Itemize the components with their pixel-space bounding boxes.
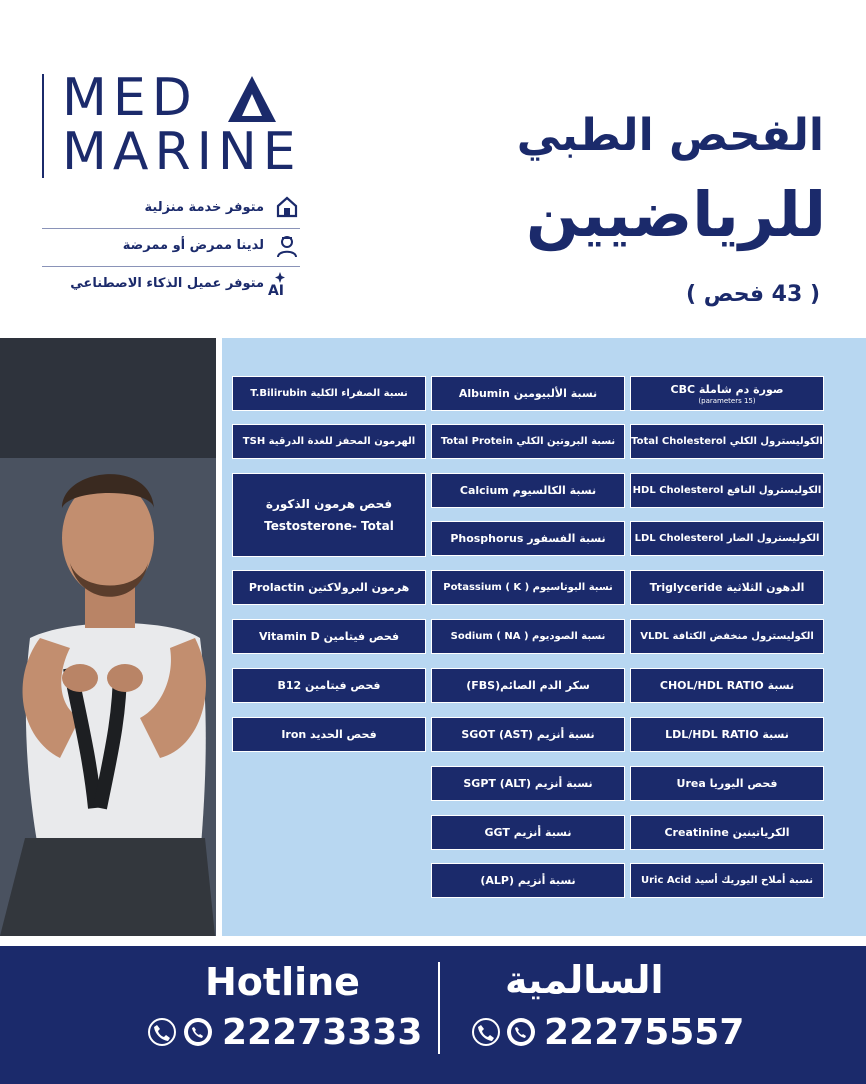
test-item: فحص اليوريا Urea — [630, 766, 824, 801]
test-item: الكوليسترول منخفض الكثافة VLDL — [630, 619, 824, 654]
logo-bar — [42, 74, 44, 178]
test-item: الدهون الثلاثية Triglyceride — [630, 570, 824, 605]
svg-text:AI: AI — [267, 282, 284, 299]
test-item: نسبة البروتين الكلي Total Protein — [431, 424, 625, 459]
test-label-en: Testosterone- Total — [264, 519, 394, 533]
test-item: الهرمون المحفز للغدة الدرقية TSH — [232, 424, 426, 459]
test-sublabel: (15 parameters) — [698, 396, 756, 405]
feature-ai — [42, 266, 300, 300]
whatsapp-icon — [507, 1018, 535, 1046]
feature-text: متوفر عميل الذكاء الاصطناعي — [70, 276, 264, 291]
test-item — [630, 376, 824, 411]
athlete-photo — [0, 338, 216, 936]
hotline-label: Hotline — [205, 960, 360, 1004]
phone-salmiya[interactable]: 22275557 — [544, 1012, 745, 1053]
test-item: سكر الدم الصائم(FBS) — [431, 668, 625, 703]
test-item: الكرياتينين Creatinine — [630, 815, 824, 850]
test-item: نسبة أنزيم (ALP) — [431, 863, 625, 898]
test-item: الكوليسترول النافع HDL Cholesterol — [630, 473, 824, 508]
test-item: هرمون البرولاكتين Prolactin — [232, 570, 426, 605]
phone-call-icon — [472, 1018, 500, 1046]
test-item: الكوليسترول الكلي Total Cholesterol — [630, 424, 824, 459]
feature-nurse — [42, 228, 300, 262]
test-item — [232, 473, 426, 557]
branch-name-salmiya: السالمية — [505, 958, 664, 1002]
test-item: نسبة الصوديوم ( Sodium ( NA — [431, 619, 625, 654]
feature-text: متوفر خدمة منزلية — [144, 199, 264, 215]
test-item: الكوليسترول الضار LDL Cholesterol — [630, 521, 824, 556]
test-count: ( 43 فحص ) — [686, 282, 820, 307]
test-item: نسبة أنزيم (SGPT (ALT — [431, 766, 625, 801]
test-label: فحص هرمون الذكورة — [265, 497, 393, 511]
contact-footer — [0, 946, 866, 1084]
test-label: صورة دم شاملة CBC — [670, 382, 784, 396]
nurse-icon — [274, 233, 300, 259]
test-item: نسبة الكالسيوم Calcium — [431, 473, 625, 508]
test-item: نسبة البوتاسيوم ( Potassium ( K — [431, 570, 625, 605]
page-title-line-1: الفحص الطبي — [516, 110, 824, 161]
logo-line-1: MED — [62, 68, 198, 128]
test-item: فحص فيتامين Vitamin D — [232, 619, 426, 654]
test-item: نسبة أنزيم GGT — [431, 815, 625, 850]
test-item: نسبة أملاح اليوريك أسيد Uric Acid — [630, 863, 824, 898]
logo-line-2: MARINE — [62, 122, 302, 182]
logo-triangle-icon — [228, 76, 276, 122]
feature-home-service — [42, 190, 300, 224]
test-item: نسبة CHOL/HDL RATIO — [630, 668, 824, 703]
phone-call-icon — [148, 1018, 176, 1046]
feature-text: لدينا ممرض أو ممرضة — [122, 238, 264, 253]
test-item: نسبة LDL/HDL RATIO — [630, 717, 824, 752]
test-item: نسبة الألبيومين Albumin — [431, 376, 625, 411]
page-title-line-2: للرياضيين — [525, 178, 826, 251]
footer-divider — [438, 962, 440, 1054]
phone-hotline[interactable]: 22273333 — [222, 1012, 423, 1053]
test-item: فحص الحديد Iron — [232, 717, 426, 752]
test-item: فحص فيتامين B12 — [232, 668, 426, 703]
ai-sparkle-icon — [267, 271, 300, 299]
home-icon — [274, 194, 300, 220]
test-item: نسبة الفسفور Phosphorus — [431, 521, 625, 556]
test-item: نسبة أنزيم (SGOT (AST — [431, 717, 625, 752]
test-item: نسبة الصفراء الكلية T.Bilirubin — [232, 376, 426, 411]
whatsapp-icon — [184, 1018, 212, 1046]
